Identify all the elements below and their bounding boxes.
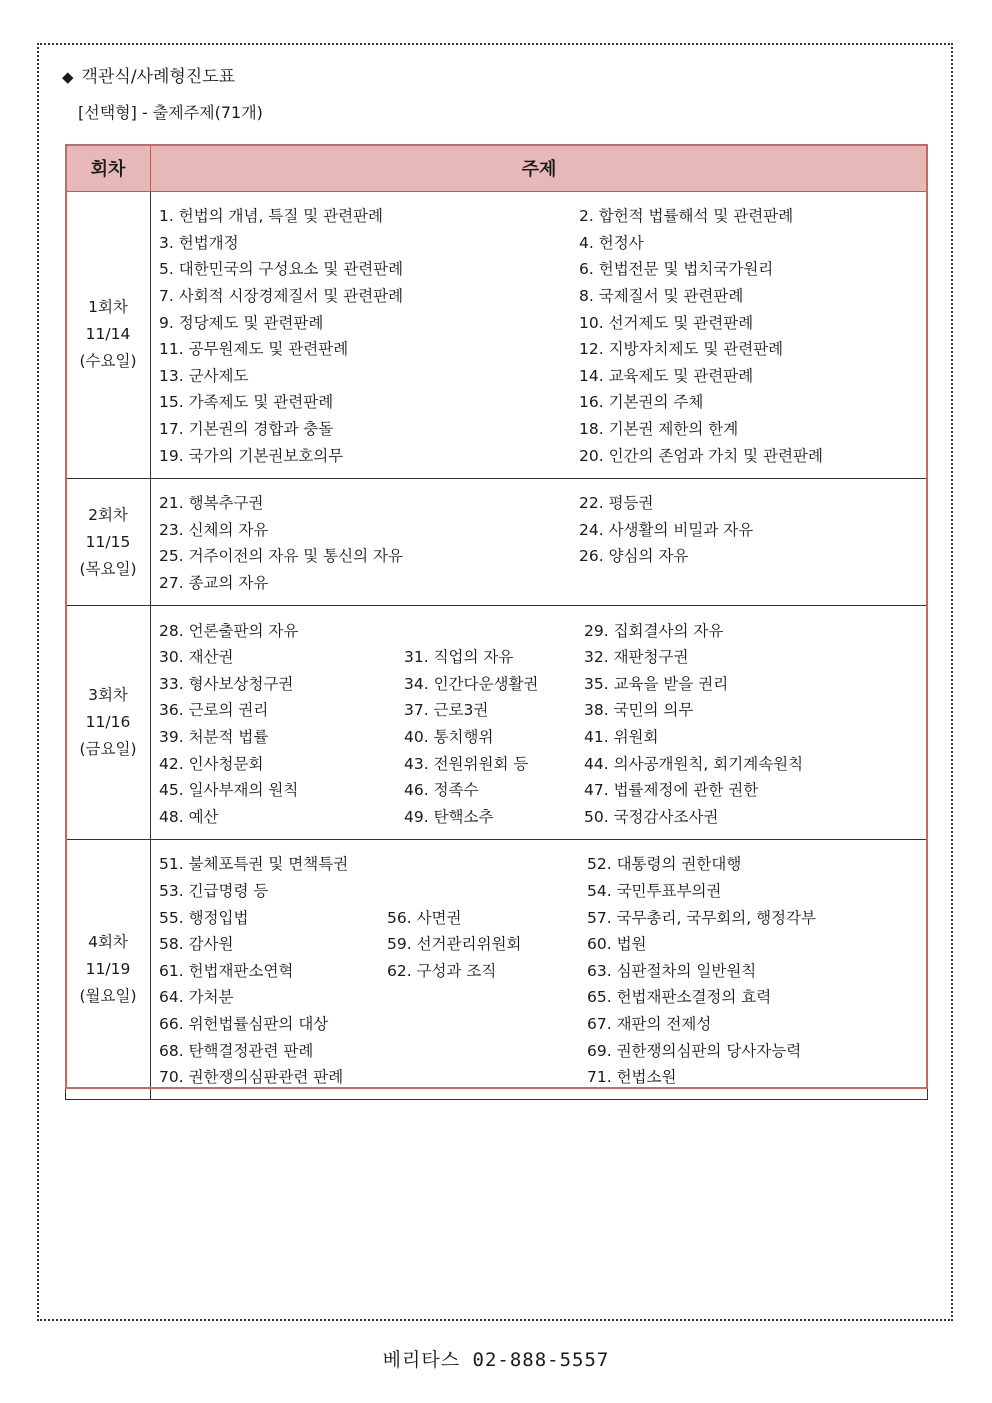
topic-item: 59. 선거관리위원회 <box>387 935 522 954</box>
topic-item: 3. 헌법개정 <box>159 233 239 252</box>
topic-item: 54. 국민투표부의권 <box>587 881 722 900</box>
topic-row <box>159 1063 927 1090</box>
topic-item: 51. 불체포특권 및 면책특권 <box>159 855 349 874</box>
session-label-line: 11/15 <box>85 532 131 551</box>
subheading: [선택형] - 출제주제(71개) <box>78 103 263 122</box>
session-label-line: 1회차 <box>88 298 128 317</box>
session-label-line: 3회차 <box>88 686 128 705</box>
topic-item: 12. 지방자치제도 및 관련판례 <box>579 340 784 359</box>
topic-item: 34. 인간다운생활권 <box>404 674 539 693</box>
topic-item: 44. 의사공개원칙, 회기계속원칙 <box>584 754 804 773</box>
session-label <box>66 192 151 479</box>
topic-item: 57. 국무총리, 국무회의, 행정각부 <box>587 908 816 927</box>
topic-row <box>159 983 927 1010</box>
topic-item: 38. 국민의 의무 <box>584 701 694 720</box>
topic-item: 60. 법원 <box>587 935 647 954</box>
topic-row <box>159 516 927 543</box>
topic-item: 23. 신체의 자유 <box>159 520 269 539</box>
topic-item: 62. 구성과 조직 <box>387 961 497 980</box>
session-row <box>66 192 928 479</box>
session-topics <box>151 478 928 605</box>
session-row <box>66 606 928 840</box>
topic-item: 32. 재판청구권 <box>584 648 689 667</box>
topic-row <box>159 802 927 829</box>
session-label-line: 4회차 <box>88 933 128 952</box>
heading-title: 객관식/사례형진도표 <box>81 67 236 87</box>
topic-item: 50. 국정감사조사권 <box>584 807 719 826</box>
topic-item: 70. 권한쟁의심판관련 판례 <box>159 1068 344 1087</box>
topic-item: 40. 통치행위 <box>404 727 494 746</box>
topic-item: 53. 긴급명령 등 <box>159 881 269 900</box>
topic-item: 14. 교육제도 및 관련판례 <box>579 366 754 385</box>
topic-row <box>159 670 927 697</box>
session-row <box>66 478 928 605</box>
topic-item: 61. 헌법재판소연혁 <box>159 961 294 980</box>
topic-item: 25. 거주이전의 자유 및 통신의 자유 <box>159 547 403 566</box>
topic-item: 63. 심판절차의 일반원칙 <box>587 961 757 980</box>
topic-item: 68. 탄핵결정관련 판례 <box>159 1041 314 1060</box>
topic-row <box>159 489 927 516</box>
topic-row <box>159 776 927 803</box>
topic-item: 16. 기본권의 주체 <box>579 393 704 412</box>
topic-item: 69. 권한쟁의심판의 당사자능력 <box>587 1041 802 1060</box>
topic-item: 56. 사면권 <box>387 908 462 927</box>
topic-row <box>159 1010 927 1037</box>
topic-item: 49. 탄핵소추 <box>404 807 494 826</box>
topic-row <box>159 229 927 256</box>
session-label-line: (수요일) <box>79 352 137 371</box>
topic-row <box>159 930 927 957</box>
topic-row <box>159 569 927 596</box>
topic-item: 11. 공무원제도 및 관련판례 <box>159 340 349 359</box>
topic-item: 67. 재판의 전제성 <box>587 1014 712 1033</box>
session-label <box>66 478 151 605</box>
topic-item: 6. 헌법전문 및 법치국가원리 <box>579 260 774 279</box>
session-label-line: 2회차 <box>88 505 128 524</box>
topic-row <box>159 956 927 983</box>
topic-row <box>159 877 927 904</box>
topic-row <box>159 1036 927 1063</box>
topic-row <box>159 542 927 569</box>
topic-item: 18. 기본권 제한의 한계 <box>579 420 739 439</box>
topic-item: 15. 가족제도 및 관련판례 <box>159 393 334 412</box>
topic-row <box>159 723 927 750</box>
topic-item: 30. 재산권 <box>159 648 234 667</box>
topic-item: 64. 가처분 <box>159 988 234 1007</box>
session-label-line: 11/19 <box>85 960 131 979</box>
topic-row <box>159 388 927 415</box>
topic-item: 45. 일사부재의 원칙 <box>159 781 299 800</box>
session-label <box>66 840 151 1100</box>
topic-item: 71. 헌법소원 <box>587 1068 677 1087</box>
topic-item: 66. 위헌법률심판의 대상 <box>159 1014 329 1033</box>
topic-item: 17. 기본권의 경합과 충돌 <box>159 420 334 439</box>
topic-item: 48. 예산 <box>159 807 219 826</box>
topic-item: 65. 헌법재판소결정의 효력 <box>587 988 772 1007</box>
schedule-table <box>65 144 928 1100</box>
diamond-icon: ◆ <box>62 68 74 86</box>
session-topics <box>151 840 928 1100</box>
session-label <box>66 606 151 840</box>
topic-item: 20. 인간의 존엄과 가치 및 관련판례 <box>579 446 823 465</box>
topic-item: 43. 전원위원회 등 <box>404 754 529 773</box>
topic-item: 37. 근로3권 <box>404 701 489 720</box>
topic-item: 42. 인사청문회 <box>159 754 264 773</box>
header-session: 회차 <box>66 145 151 192</box>
section-heading <box>62 62 235 87</box>
topic-row <box>159 255 927 282</box>
topic-row <box>159 282 927 309</box>
topic-item: 29. 집회결사의 자유 <box>584 621 724 640</box>
table-header-row <box>66 145 928 192</box>
topic-row <box>159 362 927 389</box>
topic-item: 1. 헌법의 개념, 특질 및 관련판례 <box>159 207 384 226</box>
topic-item: 26. 양심의 자유 <box>579 547 689 566</box>
session-topics <box>151 606 928 840</box>
topic-row <box>159 202 927 229</box>
topic-item: 36. 근로의 권리 <box>159 701 269 720</box>
topic-item: 5. 대한민국의 구성요소 및 관련판례 <box>159 260 404 279</box>
topic-row <box>159 903 927 930</box>
topic-item: 46. 정족수 <box>404 781 479 800</box>
topic-item: 27. 종교의 자유 <box>159 574 269 593</box>
topic-row <box>159 415 927 442</box>
session-topics <box>151 192 928 479</box>
topic-row <box>159 643 927 670</box>
topic-row <box>159 441 927 468</box>
topic-item: 28. 언론출판의 자유 <box>159 621 299 640</box>
topic-item: 2. 합헌적 법률해석 및 관련판례 <box>579 207 794 226</box>
session-label-line: 11/16 <box>85 713 131 732</box>
topic-item: 21. 행복추구권 <box>159 494 264 513</box>
topic-item: 55. 행정입법 <box>159 908 249 927</box>
topic-item: 52. 대통령의 권한대행 <box>587 855 742 874</box>
session-row <box>66 840 928 1100</box>
header-topic: 주제 <box>151 145 928 192</box>
session-label-line: (월요일) <box>79 987 137 1006</box>
topic-item: 58. 감사원 <box>159 935 234 954</box>
topic-item: 35. 교육을 받을 권리 <box>584 674 729 693</box>
topic-item: 4. 헌정사 <box>579 233 644 252</box>
topic-item: 13. 군사제도 <box>159 366 249 385</box>
topic-item: 10. 선거제도 및 관련판례 <box>579 313 754 332</box>
topic-row <box>159 850 927 877</box>
topic-item: 31. 직업의 자유 <box>404 648 514 667</box>
topic-row <box>159 696 927 723</box>
topic-item: 8. 국제질서 및 관련판례 <box>579 287 744 306</box>
session-label-line: 11/14 <box>85 325 131 344</box>
topic-item: 41. 위원회 <box>584 727 659 746</box>
topic-item: 39. 처분적 법률 <box>159 727 269 746</box>
topic-row <box>159 616 927 643</box>
topic-item: 19. 국가의 기본권보호의무 <box>159 446 344 465</box>
schedule-body <box>66 192 928 1100</box>
topic-item: 22. 평등권 <box>579 494 654 513</box>
topic-row <box>159 749 927 776</box>
topic-row <box>159 308 927 335</box>
topic-item: 24. 사생활의 비밀과 자유 <box>579 520 754 539</box>
topic-row <box>159 335 927 362</box>
topic-item: 9. 정당제도 및 관련판례 <box>159 313 324 332</box>
topic-item: 47. 법률제정에 관한 권한 <box>584 781 759 800</box>
topic-item: 7. 사회적 시장경제질서 및 관련판례 <box>159 287 404 306</box>
footer-contact: 베리타스 02-888-5557 <box>382 1349 610 1371</box>
topic-item: 33. 형사보상청구권 <box>159 674 294 693</box>
session-label-line: (목요일) <box>79 559 137 578</box>
session-label-line: (금요일) <box>79 740 137 759</box>
